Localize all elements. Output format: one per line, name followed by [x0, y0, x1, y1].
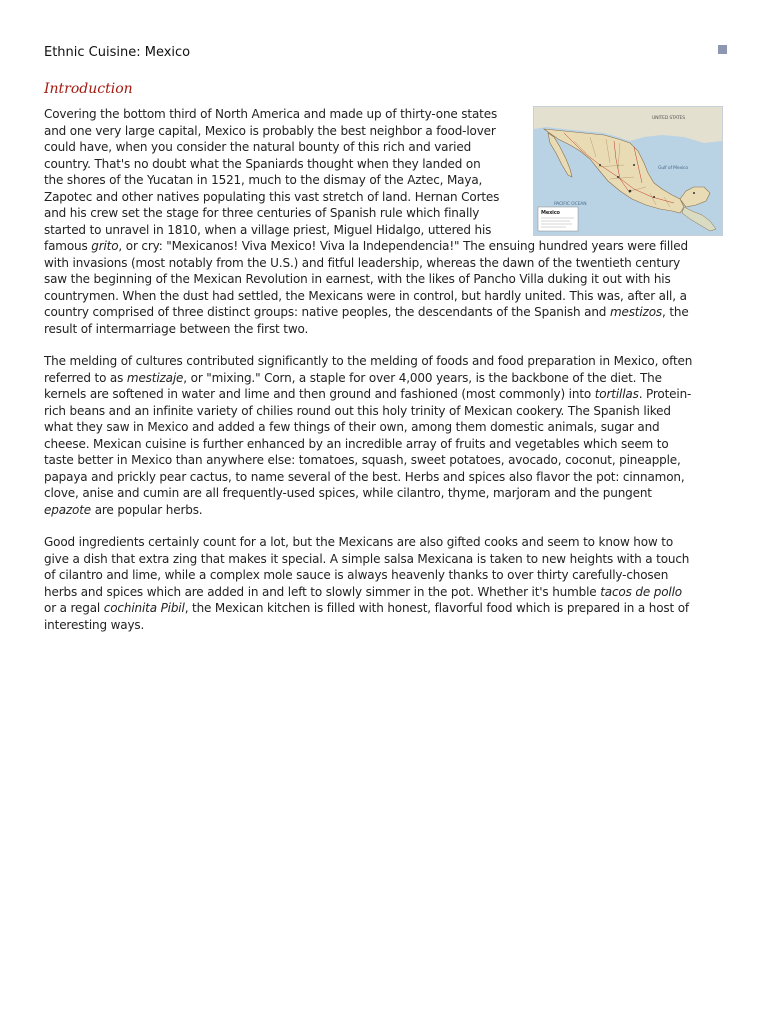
- p1-italic-term: mestizos: [609, 305, 662, 319]
- p3-text: herbs and spices which are added in and left to slowly simmer in the pot. Whether it's humble: [44, 584, 601, 599]
- p1-line: and his crew set the stage for three centuries of Spanish rule which finally: [44, 206, 480, 220]
- page-title: Ethnic Cuisine: Mexico: [44, 45, 191, 60]
- p2-line: [44, 502, 720, 519]
- p1-line: country. That's no doubt what the Spaniards thought when they landed on: [44, 156, 481, 171]
- paragraph-2: [44, 353, 720, 518]
- p1-line: with invasions (most notably from the U.S.) and fitful leadership, whereas the dawn of the twentieth century: [44, 255, 681, 270]
- p3-line: interesting ways.: [44, 617, 145, 632]
- p1-text: famous: [44, 239, 92, 253]
- p2-line: The melding of cultures contributed significantly to the melding of foods and food preparation in Mexico, often: [44, 354, 693, 368]
- p1-line: countrymen. When the dust had settled, the Mexicans were in control, but hardly united. This was, after all, a: [44, 288, 687, 303]
- p1-line: Covering the bottom third of North America and made up of thirty-one states: [44, 107, 498, 121]
- p2-text: kernels are softened in water and lime and then ground and fashioned (most commonly) into: [44, 387, 595, 401]
- map-label-us: UNITED STATES: [652, 116, 685, 121]
- map-legend-title: Mexico: [541, 210, 560, 216]
- p2-text: are popular herbs.: [91, 502, 203, 517]
- p1-line: saw the beginning of the Mexican Revolution in earnest, with the likes of Pancho Villa duking it out with his: [44, 272, 671, 286]
- p1-line: and one very large capital, Mexico is probably the best neighbor a food-lover: [44, 123, 496, 138]
- p1-line: Zapotec and other natives populating this vast stretch of land. Hernan Cortes: [44, 189, 500, 204]
- p3-italic-term: tacos de pollo: [600, 584, 682, 599]
- p3-text: , the Mexican kitchen is filled with honest, flavorful food which is prepared in a host of: [184, 601, 689, 615]
- p3-line: [44, 600, 720, 617]
- p2-text: . Protein-: [638, 387, 692, 401]
- p1-line: could have, when you consider the natural bounty of this rich and varied: [44, 140, 472, 154]
- p3-text: or a regal: [44, 601, 104, 615]
- p1-line: started to unravel in 1810, when a village priest, Miguel Hidalgo, uttered his: [44, 222, 492, 237]
- p1-text: , or cry: "Mexicanos! Viva Mexico! Viva la Independencia!" The ensuing hundred years were filled: [118, 239, 688, 253]
- p1-text: country comprised of three distinct groups: native peoples, the descendants of the Spanish and: [44, 305, 610, 319]
- p1-text: , the: [662, 305, 689, 319]
- p1-italic-term: grito: [91, 239, 119, 253]
- mexico-map-image: [533, 106, 723, 236]
- p2-line: clove, anise and cumin are all frequently-used spices, while cilantro, thyme, marjoram and the pungent: [44, 486, 652, 500]
- p3-line: of cilantro and lime, while a complex mole sauce is always heavenly thanks to over thirty carefully-chosen: [44, 568, 669, 582]
- p1-line: the shores of the Yucatan in 1521, much to the dismay of the Aztec, Maya,: [44, 173, 483, 187]
- p3-line: give a dish that extra zing that makes it special. A simple salsa Mexicana is taken to new heights with a touch: [44, 551, 690, 566]
- paragraph-3: [44, 534, 720, 633]
- p2-line: what they saw in Mexico and added a few things of their own, among them domestic animals, sugar and: [44, 420, 660, 434]
- p2-line: [44, 386, 720, 403]
- p2-italic-term: tortillas: [594, 387, 639, 401]
- p2-line: taste better in Mexico than anywhere else: tomatoes, squash, sweet potatoes, avocado, coconut, pineapple,: [44, 453, 681, 467]
- p2-line: rich beans and an infinite variety of chilies round out this holy trinity of Mexican cookery. The Spanish liked: [44, 403, 671, 418]
- p1-line: result of intermarriage between the first two.: [44, 321, 309, 336]
- p1-line: [44, 304, 720, 321]
- p2-line: cheese. Mexican cuisine is further enhanced by an incredible array of fruits and vegetables which seem to: [44, 436, 669, 451]
- paragraph-1: [44, 106, 720, 337]
- p3-line: [44, 584, 720, 601]
- document-page: [44, 40, 720, 633]
- p2-italic-term: epazote: [44, 502, 92, 517]
- map-label-pacific: PACIFIC OCEAN: [554, 202, 587, 207]
- section-heading-introduction: Introduction: [44, 81, 133, 97]
- p2-text: referred to as: [44, 370, 127, 385]
- map-label-gulf: Gulf of Mexico: [658, 166, 688, 171]
- p2-line: [44, 370, 720, 387]
- p3-line: Good ingredients certainly count for a lot, but the Mexicans are also gifted cooks and seem to know how to: [44, 535, 674, 549]
- p2-italic-term: mestizaje: [126, 370, 184, 385]
- p2-line: papaya and prickly pear cactus, to name several of the best. Herbs and spices also flavor the pot: cinnamon,: [44, 469, 685, 484]
- p2-text: , or "mixing." Corn, a staple for over 4,000 years, is the backbone of the diet. The: [183, 370, 662, 385]
- p1-line: [44, 238, 720, 255]
- p3-italic-term: cochinita Pibil: [103, 601, 185, 615]
